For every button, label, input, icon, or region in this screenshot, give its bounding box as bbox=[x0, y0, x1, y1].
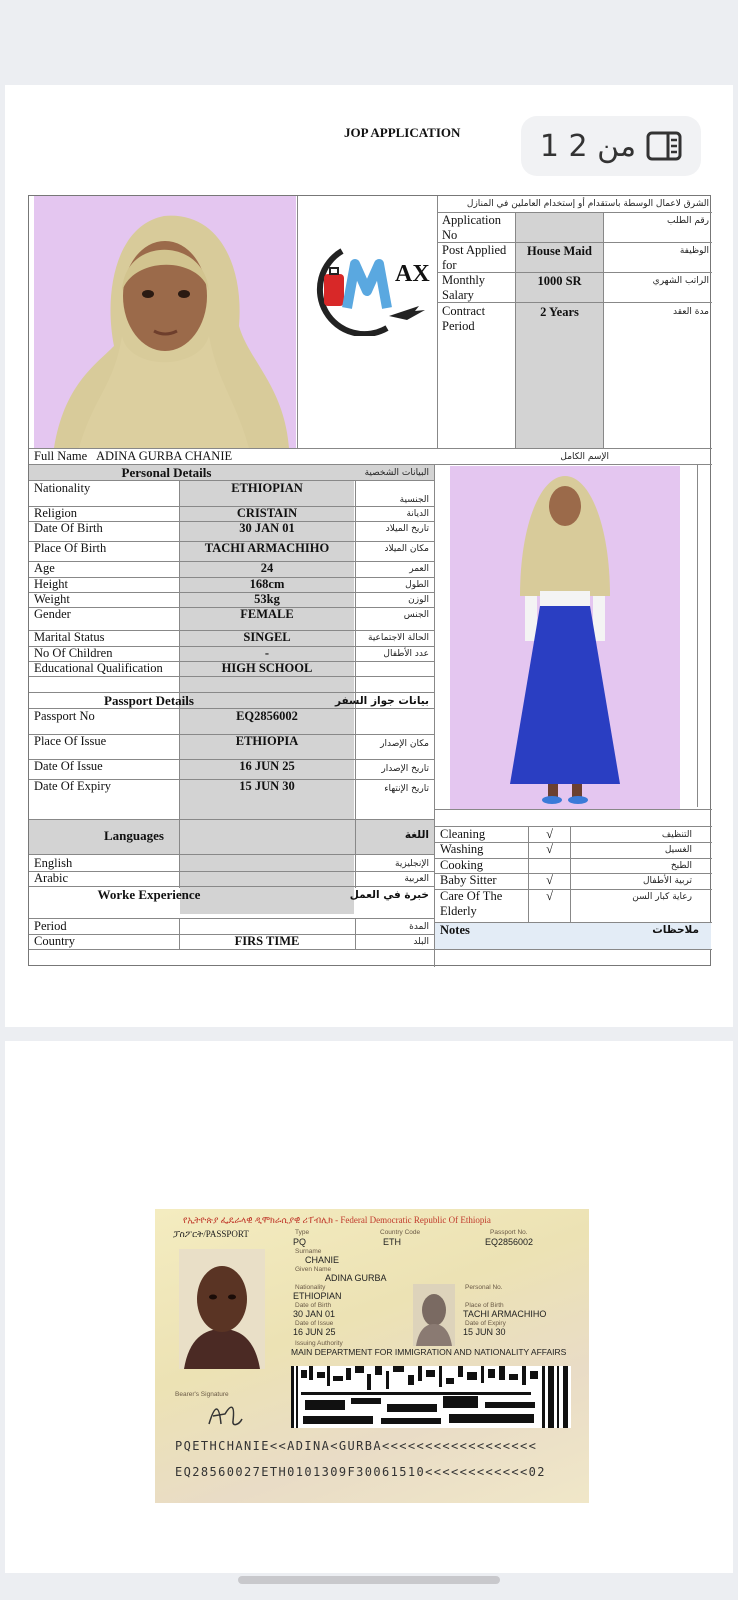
personal-value: - bbox=[264, 646, 270, 660]
skill-label: Baby Sitter bbox=[440, 873, 497, 887]
personal-details-heading: Personal Details bbox=[121, 465, 212, 480]
personal-label: Marital Status bbox=[34, 630, 105, 644]
passport-detail-value: 15 JUN 30 bbox=[239, 779, 295, 793]
passport-pob-label: Place of Birth bbox=[465, 1302, 504, 1309]
passport-details-heading: Passport Details bbox=[104, 693, 194, 708]
personal-value: 24 bbox=[260, 561, 274, 575]
contract-label-ar: مدة العقد bbox=[673, 307, 709, 317]
experience-label: Country bbox=[34, 934, 75, 948]
skill-label-ar: التنظيف bbox=[661, 830, 692, 840]
passport-detail-value: 16 JUN 25 bbox=[239, 759, 295, 773]
personal-value: CRISTAIN bbox=[236, 506, 298, 520]
language-label: English bbox=[34, 856, 73, 870]
passport-ghost-photo bbox=[413, 1284, 455, 1346]
personal-label: Date Of Birth bbox=[34, 521, 103, 535]
personal-label-ar: الحالة الاجتماعية bbox=[368, 633, 429, 643]
full-name-label-ar: الإسم الكامل bbox=[560, 452, 609, 462]
passport-mrz-line-2: EQ28560027ETH0101309F30061510<<<<<<<<<<<<02 bbox=[175, 1465, 546, 1479]
experience-label: Period bbox=[34, 919, 67, 933]
page-indicator-text: 1 من 2 bbox=[539, 128, 637, 164]
experience-heading-ar: خبرة في العمل bbox=[349, 889, 429, 901]
skill-check: √ bbox=[546, 889, 553, 903]
passport-detail-label-ar: مكان الإصدار bbox=[380, 739, 429, 749]
post-value: House Maid bbox=[527, 244, 592, 258]
passport-detail-label: Passport No bbox=[34, 709, 95, 723]
passport-personal-no-label: Personal No. bbox=[465, 1284, 503, 1291]
passport-authority: MAIN DEPARTMENT FOR IMMIGRATION AND NATIONALITY AFFAIRS bbox=[291, 1347, 567, 1357]
skill-label-ar: رعاية كبار السن bbox=[632, 892, 692, 902]
personal-label-ar: عدد الأطفال bbox=[383, 649, 429, 659]
passport-detail-value: ETHIOPIA bbox=[235, 734, 299, 748]
passport-dob-label: Date of Birth bbox=[295, 1302, 332, 1309]
personal-label: Weight bbox=[34, 592, 70, 606]
passport-nationality-label: Nationality bbox=[295, 1284, 326, 1291]
passport-detail-label: Date Of Issue bbox=[34, 759, 103, 773]
document-page-2 bbox=[5, 1041, 733, 1573]
post-label-ar: الوظيفة bbox=[679, 246, 709, 256]
passport-barcode bbox=[291, 1366, 571, 1428]
personal-label-ar: الديانة bbox=[406, 509, 429, 519]
application-form bbox=[28, 195, 711, 966]
experience-heading: Worke Experience bbox=[97, 887, 201, 902]
passport-detail-label-ar: تاريخ الإصدار bbox=[381, 764, 429, 774]
passport-signature bbox=[205, 1399, 245, 1429]
personal-label-ar: الوزن bbox=[408, 595, 429, 605]
salary-value: 1000 SR bbox=[537, 274, 582, 288]
skill-check: √ bbox=[546, 873, 553, 887]
passport-doi-label: Date of Issue bbox=[295, 1320, 334, 1327]
passport-doe-label: Date of Expiry bbox=[465, 1320, 506, 1327]
passport-detail-label-ar: تاريخ الإنتهاء bbox=[384, 784, 429, 794]
personal-value: ETHIOPIAN bbox=[231, 481, 303, 495]
passport-holder-photo bbox=[179, 1249, 265, 1369]
personal-value: 53kg bbox=[254, 592, 280, 606]
passport-doi: 16 JUN 25 bbox=[293, 1327, 336, 1337]
passport-nationality: ETHIOPIAN bbox=[293, 1291, 342, 1301]
personal-label: Nationality bbox=[34, 481, 91, 495]
passport-details-heading-ar: بيانات جواز السفر bbox=[334, 695, 429, 707]
skill-label-ar: تربية الأطفال bbox=[642, 876, 692, 886]
personal-value: FEMALE bbox=[240, 607, 294, 621]
passport-detail-value: EQ2856002 bbox=[236, 709, 298, 723]
notes-label: Notes bbox=[440, 923, 470, 937]
passport-scan bbox=[155, 1209, 589, 1503]
passport-detail-label: Place Of Issue bbox=[34, 734, 107, 748]
salary-label-ar: الراتب الشهري bbox=[652, 276, 709, 286]
passport-surname: CHANIE bbox=[305, 1255, 340, 1265]
languages-heading-ar: اللغة bbox=[404, 829, 429, 841]
personal-details-heading-ar: البيانات الشخصية bbox=[364, 468, 429, 478]
personal-label: Religion bbox=[34, 506, 78, 520]
passport-header: የኢትዮጵያ ፌዴራላዊ ዲሞክራሲያዊ ሪፐብሊክ - Federal Democratic Republic Of Ethiopia bbox=[183, 1215, 491, 1225]
notes-label-ar: ملاحظات bbox=[652, 924, 699, 936]
document-page-1 bbox=[5, 85, 733, 1027]
skill-label: Care Of The Elderly bbox=[440, 889, 503, 918]
personal-value: SINGEL bbox=[243, 630, 291, 644]
sidebar-toggle-icon bbox=[646, 131, 682, 161]
portrait-illustration bbox=[34, 196, 296, 448]
passport-country: ETH bbox=[383, 1237, 401, 1247]
skill-label: Washing bbox=[440, 842, 484, 856]
experience-label-ar: المدة bbox=[409, 922, 429, 932]
passport-no-label: Passport No. bbox=[490, 1229, 528, 1236]
personal-label: Gender bbox=[34, 607, 71, 621]
skill-check: √ bbox=[546, 827, 553, 841]
applicant-full-body-photo bbox=[450, 466, 680, 809]
personal-value: 30 JAN 01 bbox=[239, 521, 295, 535]
languages-heading: Languages bbox=[104, 828, 164, 843]
experience-label-ar: البلد bbox=[413, 937, 429, 947]
personal-value: 168cm bbox=[249, 577, 285, 591]
applicant-portrait-photo bbox=[34, 196, 296, 448]
passport-surname-label: Surname bbox=[295, 1248, 322, 1255]
application-no-label: Application No bbox=[442, 213, 502, 242]
personal-label-ar: الجنس bbox=[403, 610, 429, 620]
personal-label-ar: الجنسية bbox=[399, 495, 429, 505]
passport-country-label: Country Code bbox=[380, 1229, 421, 1236]
passport-type: PQ bbox=[293, 1237, 307, 1247]
document-title: JOP APPLICATION bbox=[344, 125, 461, 140]
skill-label: Cooking bbox=[440, 858, 484, 872]
language-label-ar: الإنجليزية bbox=[395, 859, 429, 869]
passport-mrz-line-1: PQETHCHANIE<<ADINA<GURBA<<<<<<<<<<<<<<<<<< bbox=[175, 1439, 538, 1453]
full-body-illustration bbox=[450, 466, 680, 809]
agency-name-arabic: الشرق لاعمال الوسطة باستقدام أو إستخدام العاملين في المنازل bbox=[466, 199, 709, 209]
passport-detail-label: Date Of Expiry bbox=[34, 779, 112, 793]
personal-label-ar: العمر bbox=[409, 564, 429, 574]
skill-label: Cleaning bbox=[440, 827, 486, 841]
application-no-label-ar: رقم الطلب bbox=[667, 216, 709, 226]
personal-label: Height bbox=[34, 577, 69, 591]
passport-type-label: Type bbox=[295, 1229, 310, 1236]
language-label-ar: العربية bbox=[404, 874, 429, 884]
post-label: Post Applied for bbox=[442, 243, 507, 272]
contract-value: 2 Years bbox=[540, 305, 579, 319]
passport-doe: 15 JUN 30 bbox=[463, 1327, 506, 1337]
home-indicator[interactable] bbox=[238, 1576, 500, 1584]
logo-text: AX bbox=[395, 261, 430, 287]
personal-label: Educational Qualification bbox=[34, 661, 163, 675]
personal-value: TACHI ARMACHIHO bbox=[204, 541, 330, 555]
full-name-value: ADINA GURBA CHANIE bbox=[96, 449, 233, 463]
skill-label-ar: الطبخ bbox=[670, 861, 692, 871]
full-name-label: Full Name bbox=[34, 449, 88, 463]
personal-label: Place Of Birth bbox=[34, 541, 107, 555]
passport-signature-label: Bearer's Signature bbox=[175, 1391, 229, 1398]
personal-label-ar: مكان الميلاد bbox=[384, 544, 429, 554]
personal-value: HIGH SCHOOL bbox=[221, 661, 313, 675]
contract-label: Contract Period bbox=[442, 304, 486, 333]
passport-doc-label: ፓስፖርት/PASSPORT bbox=[173, 1229, 249, 1239]
skill-check: √ bbox=[546, 842, 553, 856]
passport-given: ADINA GURBA bbox=[325, 1273, 387, 1283]
experience-value: FIRS TIME bbox=[234, 934, 300, 948]
language-label: Arabic bbox=[34, 871, 69, 885]
passport-dob: 30 JAN 01 bbox=[293, 1309, 336, 1319]
personal-label: No Of Children bbox=[34, 646, 113, 660]
skill-label-ar: الغسيل bbox=[664, 845, 692, 855]
personal-label: Age bbox=[34, 561, 55, 575]
personal-label-ar: الطول bbox=[405, 580, 429, 590]
personal-label-ar: تاريخ الميلاد bbox=[385, 524, 429, 534]
page-indicator[interactable] bbox=[521, 116, 701, 176]
passport-given-label: Given Name bbox=[295, 1266, 332, 1273]
passport-pob: TACHI ARMACHIHO bbox=[463, 1309, 547, 1319]
salary-label: Monthly Salary bbox=[442, 273, 486, 302]
passport-no: EQ2856002 bbox=[485, 1237, 534, 1247]
passport-authority-label: Issuing Authority bbox=[295, 1340, 343, 1347]
